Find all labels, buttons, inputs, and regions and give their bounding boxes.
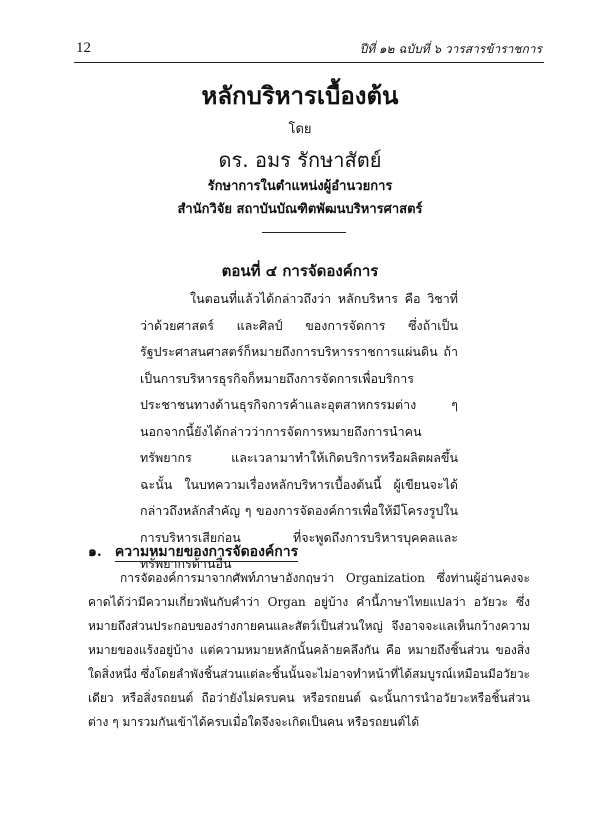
- subsection-number: ๑.: [88, 544, 102, 560]
- section-divider: [262, 232, 346, 233]
- by-label: โดย: [288, 122, 312, 137]
- section-heading: ตอนที่ ๔ การจัดองค์การ: [221, 262, 379, 280]
- running-header: ปีที่ ๑๒ ฉบับที่ ๖ วารสารข้าราชการ: [359, 42, 542, 56]
- body-paragraph-text: การจัดองค์การมาจากศัพท์ภาษาอังกฤษว่า Organization ซึ่งท่านผู้อ่านคงจะคาดได้ว่ามีความเกี่ยวพันกับคำว่า Organ อยู่บ้าง คำนี้ภาษาไทยแปลว่า อวัยวะ ซึ่งหมายถึงส่วนประกอบของร่างกายคนและสัตว์เป็นส่วนใหญ่ จึงอาจจะแลเห็นกว้างความหมายของแร้งอยู่บ้าง แต่ความหมายหลักนั้นคล้ายคลึงกัน คือ หมายถึงชิ้นส่วน ของสิ่งใดสิ่งหนึ่ง ซึ่งโดยลำพังชิ้นส่วนแต่ละชิ้นนั้นจะไม่อาจทำหน้าที่ได้สมบูรณ์เหมือนมีอวัยวะเดียว หรือสิ่งรถยนต์ ถือว่ายังไม่ครบคน หรือรถยนต์ ฉะนั้นการนำอวัยวะหรือชิ้นส่วนต่าง ๆ มารวมกันเข้าได้ครบเมื่อใดจึงจะเกิดเป็นคน หรือรถยนต์ได้: [88, 571, 530, 729]
- intro-paragraph: [140, 286, 458, 578]
- page-number: 12: [76, 40, 91, 56]
- header-rule: [74, 62, 544, 63]
- author-affiliation-line2: สำนักวิจัย สถาบันบัณฑิตพัฒนบริหารศาสตร์: [177, 202, 423, 217]
- author-name: ดร. อมร รักษาสัตย์: [218, 148, 382, 172]
- subsection-title: ความหมายของการจัดองค์การ: [114, 544, 299, 560]
- intro-paragraph-text: ในตอนที่แล้วได้กล่าวถึงว่า หลักบริหาร คือ วิชาที่ว่าด้วยศาสตร์ และศิลป์ ของการจัดการ ซึ่งถ้าเป็นรัฐประศาสนศาสตร์ก็หมายถึงการบริหารราชการแผ่นดิน ถ้าเป็นการบริหารธุรกิจก็หมายถึงการจัดการเพื่อบริการประชาชนทางด้านธุรกิจการค้าและอุตสาหกรรมต่าง ๆ นอกจากนี้ยังได้กล่าวว่าการจัดการหมายถึงการนำคน ทรัพยากร และเวลามาทำให้เกิดบริการหรือผลิตผลขึ้น ฉะนั้น ในบทความเรื่องหลักบริหารเบื้องต้นนี้ ผู้เขียนจะได้กล่าวถึงหลักสำคัญ ๆ ของการจัดองค์การเพื่อให้มีโครงรูปในการบริหารเสียก่อน ที่จะพูดถึงการบริหารบุคคลและทรัพยากรด้านอื่น: [140, 291, 458, 571]
- article-title: หลักบริหารเบื้องต้น: [201, 81, 399, 110]
- body-paragraph: [88, 566, 530, 734]
- author-affiliation-line1: รักษาการในตำแหน่งผู้อำนวยการ: [207, 179, 393, 194]
- subsection-heading: [88, 541, 298, 563]
